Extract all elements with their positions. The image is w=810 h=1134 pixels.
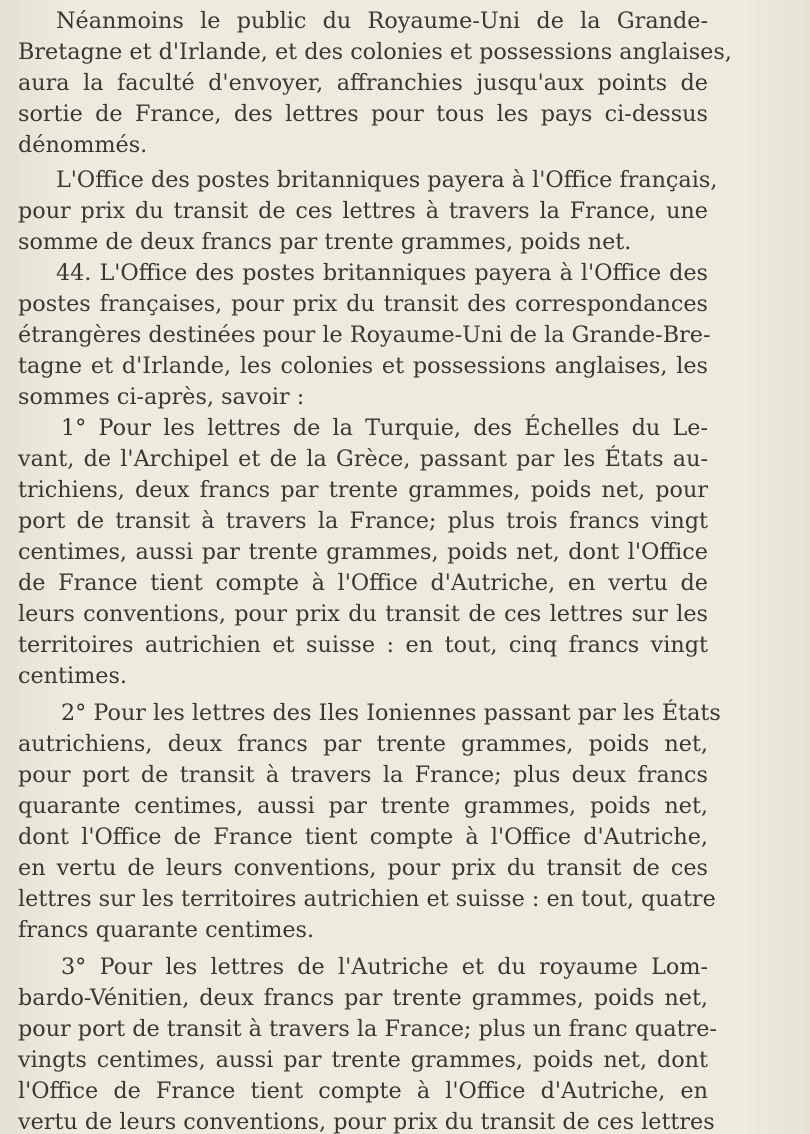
text-line: aura la faculté d'envoyer, affranchies jusqu'aux points de: [18, 70, 708, 96]
text-line: 2° Pour les lettres des Iles Ioniennes passant par les États: [61, 700, 721, 726]
text-line: port de transit à travers la France; plus trois francs vingt: [18, 508, 708, 534]
text-line: trichiens, deux francs par trente grammes, poids net, pour: [18, 477, 708, 503]
text-line: L'Office des postes britanniques payera à l'Office français,: [56, 167, 718, 193]
text-line: somme de deux francs par trente grammes, poids net.: [18, 229, 632, 255]
paragraph-2: [18, 165, 718, 258]
text-line: dénommés.: [18, 132, 148, 158]
text-line: autrichiens, deux francs par trente grammes, poids net,: [18, 731, 708, 757]
text-line: de France tient compte à l'Office d'Autriche, en vertu de: [18, 570, 708, 596]
text-line: vertu de leurs conventions, pour prix du transit de ces lettres: [18, 1109, 715, 1134]
paragraph-item-2: [18, 698, 721, 946]
body-text: [18, 6, 732, 1134]
text-line: vingts centimes, aussi par trente grammes, poids net, dont: [18, 1047, 708, 1073]
text-line: vant, de l'Archipel et de la Grèce, passant par les États au-: [18, 446, 708, 472]
text-line: en vertu de leurs conventions, pour prix du transit de ces: [18, 855, 708, 881]
text-line: dont l'Office de France tient compte à l'Office d'Autriche,: [18, 824, 708, 850]
text-line: centimes.: [18, 663, 128, 689]
text-line: sommes ci-après, savoir :: [18, 384, 305, 410]
text-line: quarante centimes, aussi par trente grammes, poids net,: [18, 793, 708, 819]
text-line: postes françaises, pour prix du transit des correspondances: [18, 291, 708, 317]
text-line: bardo-Vénitien, deux francs par trente grammes, poids net,: [18, 985, 708, 1011]
text-line: 1° Pour les lettres de la Turquie, des Échelles du Le-: [61, 415, 708, 441]
text-line: tagne et d'Irlande, les colonies et possessions anglaises, les: [18, 353, 708, 379]
text-line: 44. L'Office des postes britanniques payera à l'Office des: [56, 260, 708, 286]
text-line: étrangères destinées pour le Royaume-Uni de la Grande-Bre-: [18, 322, 711, 348]
text-line: lettres sur les territoires autrichien et suisse : en tout, quatre: [18, 886, 716, 912]
text-line: pour port de transit à travers la France; plus un franc quatre-: [18, 1016, 718, 1042]
text-line: francs quarante centimes.: [18, 917, 315, 943]
text-line: pour port de transit à travers la France; plus deux francs: [18, 762, 708, 788]
text-line: 3° Pour les lettres de l'Autriche et du royaume Lom-: [61, 954, 708, 980]
text-line: leurs conventions, pour prix du transit de ces lettres sur les: [18, 601, 708, 627]
text-line: centimes, aussi par trente grammes, poids net, dont l'Office: [18, 539, 708, 565]
text-line: Néanmoins le public du Royaume-Uni de la Grande-: [56, 8, 708, 34]
text-line: Bretagne et d'Irlande, et des colonies et possessions anglaises,: [18, 39, 732, 65]
text-line: pour prix du transit de ces lettres à travers la France, une: [18, 198, 708, 224]
text-line: territoires autrichien et suisse : en tout, cinq francs vingt: [18, 632, 708, 658]
paragraph-item-1: [18, 413, 708, 692]
text-line: l'Office de France tient compte à l'Office d'Autriche, en: [18, 1078, 708, 1104]
paragraph-1: [18, 6, 732, 161]
paragraph-article-44: [18, 258, 711, 413]
text-line: sortie de France, des lettres pour tous les pays ci-dessus: [18, 101, 708, 127]
paragraph-item-3: [18, 952, 718, 1134]
